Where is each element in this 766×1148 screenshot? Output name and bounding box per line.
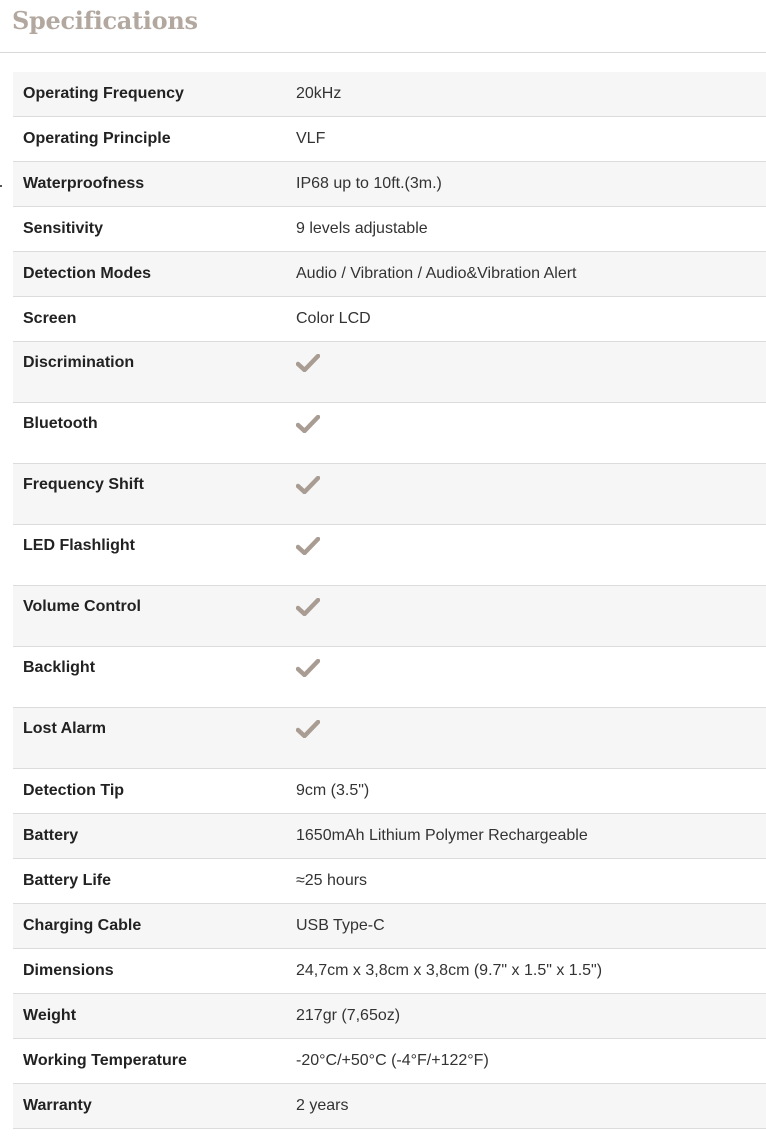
spec-value xyxy=(286,342,766,403)
spec-row-sensitivity xyxy=(13,207,766,252)
check-icon xyxy=(296,354,320,372)
spec-value xyxy=(286,586,766,647)
spec-label: Sensitivity xyxy=(13,207,286,252)
spec-label: Weight xyxy=(13,994,286,1039)
spec-row-screen xyxy=(13,297,766,342)
check-icon xyxy=(296,537,320,555)
check-icon xyxy=(296,476,320,494)
spec-value: 9 levels adjustable xyxy=(286,207,766,252)
spec-label: Working Temperature xyxy=(13,1039,286,1084)
spec-row-lost-alarm xyxy=(13,708,766,769)
spec-value: USB Type-C xyxy=(286,904,766,949)
spec-label: Operating Frequency xyxy=(13,72,286,117)
spec-label: Operating Principle xyxy=(13,117,286,162)
title-divider xyxy=(0,52,766,53)
spec-label: Lost Alarm xyxy=(13,708,286,769)
spec-row-weight xyxy=(13,994,766,1039)
spec-label: Detection Tip xyxy=(13,769,286,814)
spec-row-detection-modes xyxy=(13,252,766,297)
spec-label: Discrimination xyxy=(13,342,286,403)
check-icon xyxy=(296,415,320,433)
spec-label: Dimensions xyxy=(13,949,286,994)
edge-mark xyxy=(0,185,2,187)
spec-value: 2 years xyxy=(286,1084,766,1129)
spec-value: IP68 up to 10ft.(3m.) xyxy=(286,162,766,207)
spec-label: Charging Cable xyxy=(13,904,286,949)
check-icon xyxy=(296,720,320,738)
spec-row-operating-frequency xyxy=(13,72,766,117)
spec-row-battery xyxy=(13,814,766,859)
spec-row-battery-life xyxy=(13,859,766,904)
spec-row-frequency-shift xyxy=(13,464,766,525)
spec-value xyxy=(286,464,766,525)
spec-label: Battery Life xyxy=(13,859,286,904)
spec-row-backlight xyxy=(13,647,766,708)
spec-label: Frequency Shift xyxy=(13,464,286,525)
spec-label: Backlight xyxy=(13,647,286,708)
spec-row-bluetooth xyxy=(13,403,766,464)
spec-value: ≈25 hours xyxy=(286,859,766,904)
spec-row-warranty xyxy=(13,1084,766,1129)
spec-label: Battery xyxy=(13,814,286,859)
specifications-table xyxy=(13,72,766,1129)
spec-row-dimensions xyxy=(13,949,766,994)
spec-row-working-temperature xyxy=(13,1039,766,1084)
spec-label: Waterproofness xyxy=(13,162,286,207)
spec-row-waterproofness xyxy=(13,162,766,207)
spec-value: 24,7cm x 3,8cm x 3,8cm (9.7" x 1.5" x 1.5") xyxy=(286,949,766,994)
spec-label: Volume Control xyxy=(13,586,286,647)
check-icon xyxy=(296,659,320,677)
section-title: Specifications xyxy=(12,6,198,35)
spec-row-charging-cable xyxy=(13,904,766,949)
spec-value xyxy=(286,403,766,464)
spec-row-volume-control xyxy=(13,586,766,647)
spec-row-operating-principle xyxy=(13,117,766,162)
spec-value xyxy=(286,525,766,586)
spec-value: 217gr (7,65oz) xyxy=(286,994,766,1039)
spec-value: Audio / Vibration / Audio&Vibration Alert xyxy=(286,252,766,297)
check-icon xyxy=(296,598,320,616)
spec-row-discrimination xyxy=(13,342,766,403)
spec-row-led-flashlight xyxy=(13,525,766,586)
spec-label: Detection Modes xyxy=(13,252,286,297)
spec-value: 20kHz xyxy=(286,72,766,117)
spec-value xyxy=(286,647,766,708)
spec-value: -20°C/+50°C (-4°F/+122°F) xyxy=(286,1039,766,1084)
spec-label: Screen xyxy=(13,297,286,342)
spec-label: Warranty xyxy=(13,1084,286,1129)
spec-value: 1650mAh Lithium Polymer Rechargeable xyxy=(286,814,766,859)
spec-value xyxy=(286,708,766,769)
spec-row-detection-tip xyxy=(13,769,766,814)
spec-value: 9cm (3.5") xyxy=(286,769,766,814)
spec-value: Color LCD xyxy=(286,297,766,342)
spec-label: LED Flashlight xyxy=(13,525,286,586)
spec-label: Bluetooth xyxy=(13,403,286,464)
spec-value: VLF xyxy=(286,117,766,162)
